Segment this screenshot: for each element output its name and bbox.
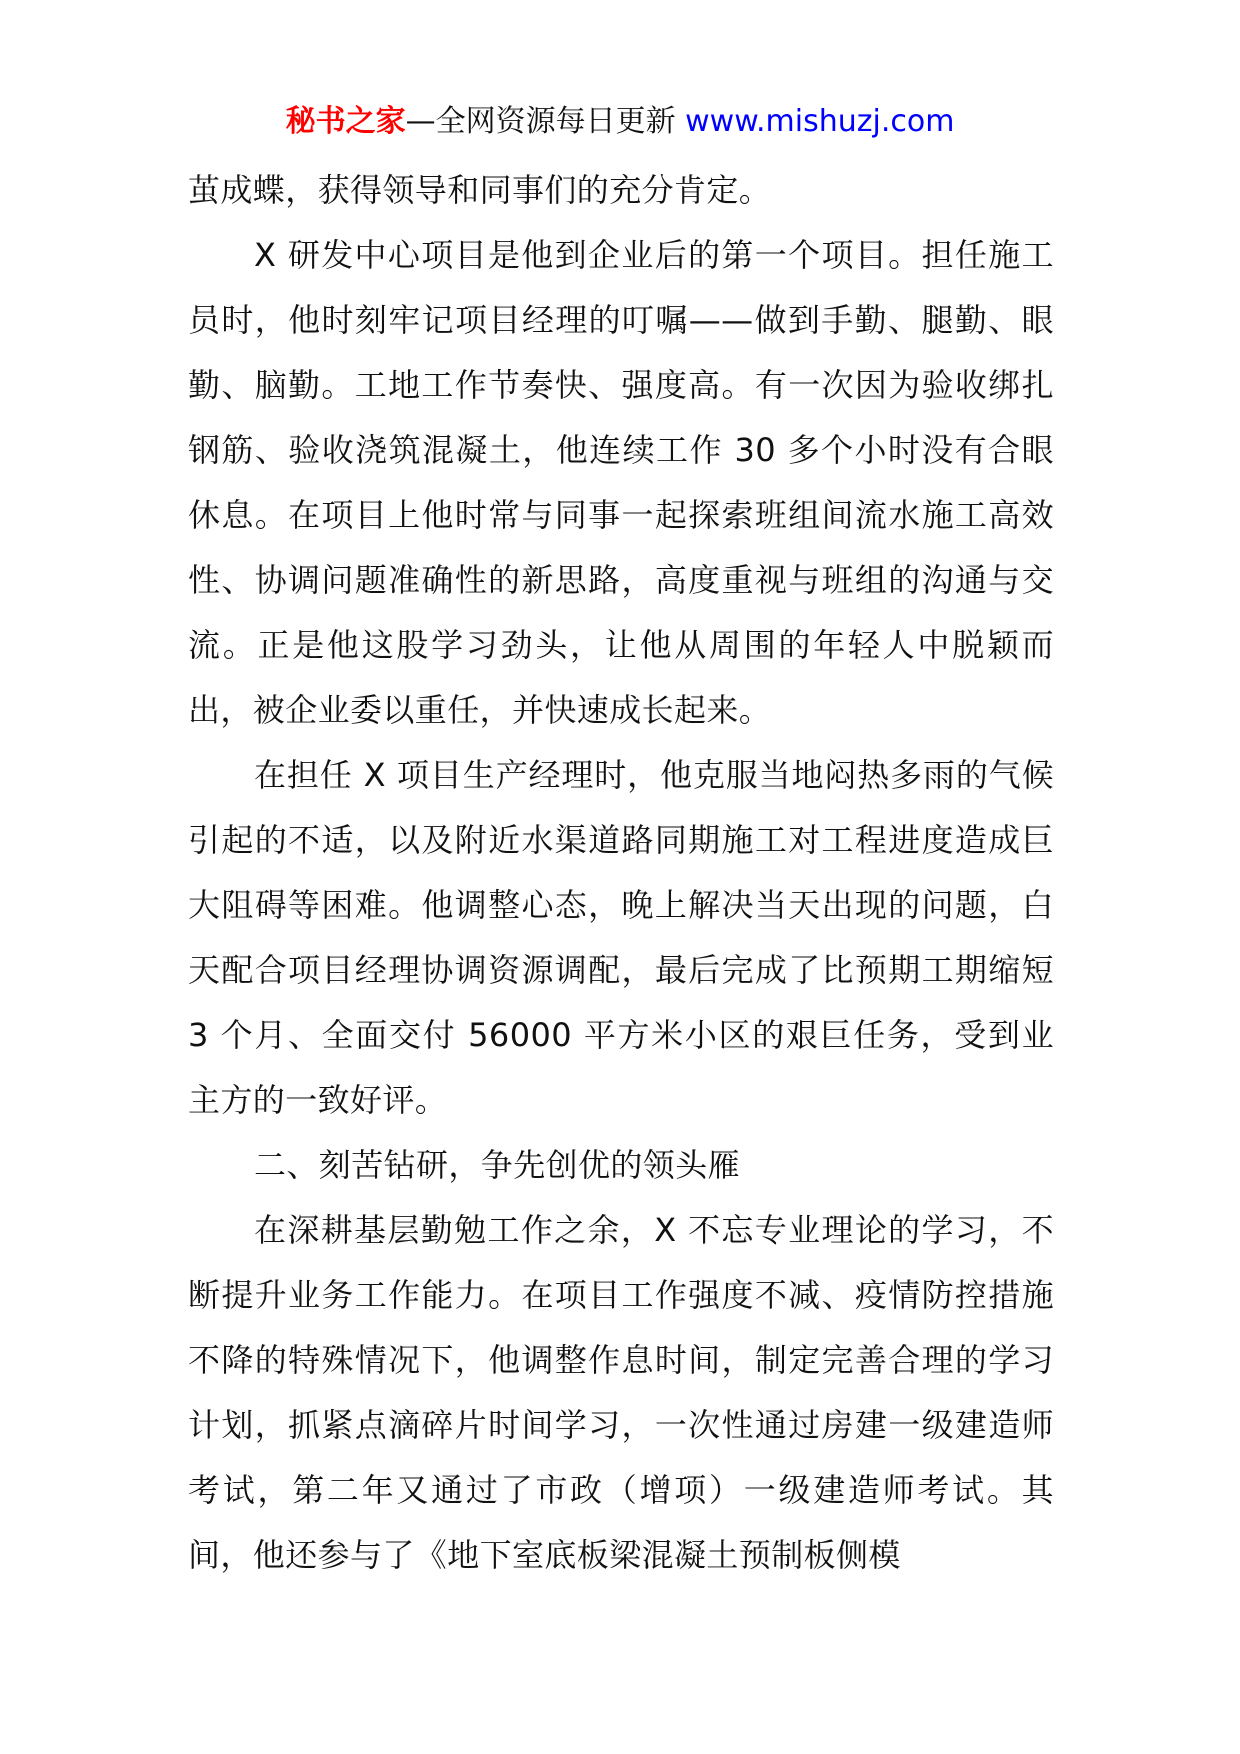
paragraph-continuation: 茧成蝶，获得领导和同事们的充分肯定。 bbox=[188, 171, 772, 209]
paragraph: 在担任 X 项目生产经理时，他克服当地闷热多雨的气候引起的不适，以及附近水渠道路同期施工对工程进度造成巨大阻碍等困难。他调整心态，晚上解决当天出现的问题，白天配合项目经理协调资源调配，最后完成了比预期工期缩短 3 个月、全面交付 56000 平方米小区的艰巨任务，受到业主方的一致好评。 bbox=[188, 756, 1054, 1119]
site-url-link[interactable]: www.mishuzj.com bbox=[685, 104, 955, 139]
document-body bbox=[188, 158, 1054, 1588]
brand-name: 秘书之家 bbox=[285, 104, 406, 139]
header-tagline: —全网资源每日更新 bbox=[405, 104, 686, 139]
paragraph: 在深耕基层勤勉工作之余，X 不忘专业理论的学习，不断提升业务工作能力。在项目工作强度不减、疫情防控措施不降的特殊情况下，他调整作息时间，制定完善合理的学习计划，抓紧点滴碎片时间学习，一次性通过房建一级建造师考试，第二年又通过了市政（增项）一级建造师考试。其间，他还参与了《地下室底板梁混凝土预制板侧模 bbox=[188, 1211, 1054, 1574]
site-header bbox=[0, 100, 1240, 144]
section-heading: 二、刻苦钻研，争先创优的领头雁 bbox=[254, 1146, 741, 1184]
paragraph: X 研发中心项目是他到企业后的第一个项目。担任施工员时，他时刻牢记项目经理的叮嘱——做到手勤、腿勤、眼勤、脑勤。工地工作节奏快、强度高。有一次因为验收绑扎钢筋、验收浇筑混凝土，他连续工作 30 多个小时没有合眼休息。在项目上他时常与同事一起探索班组间流水施工高效性、协调问题准确性的新思路，高度重视与班组的沟通与交流。正是他这股学习劲头，让他从周围的年轻人中脱颖而出，被企业委以重任，并快速成长起来。 bbox=[188, 236, 1054, 729]
